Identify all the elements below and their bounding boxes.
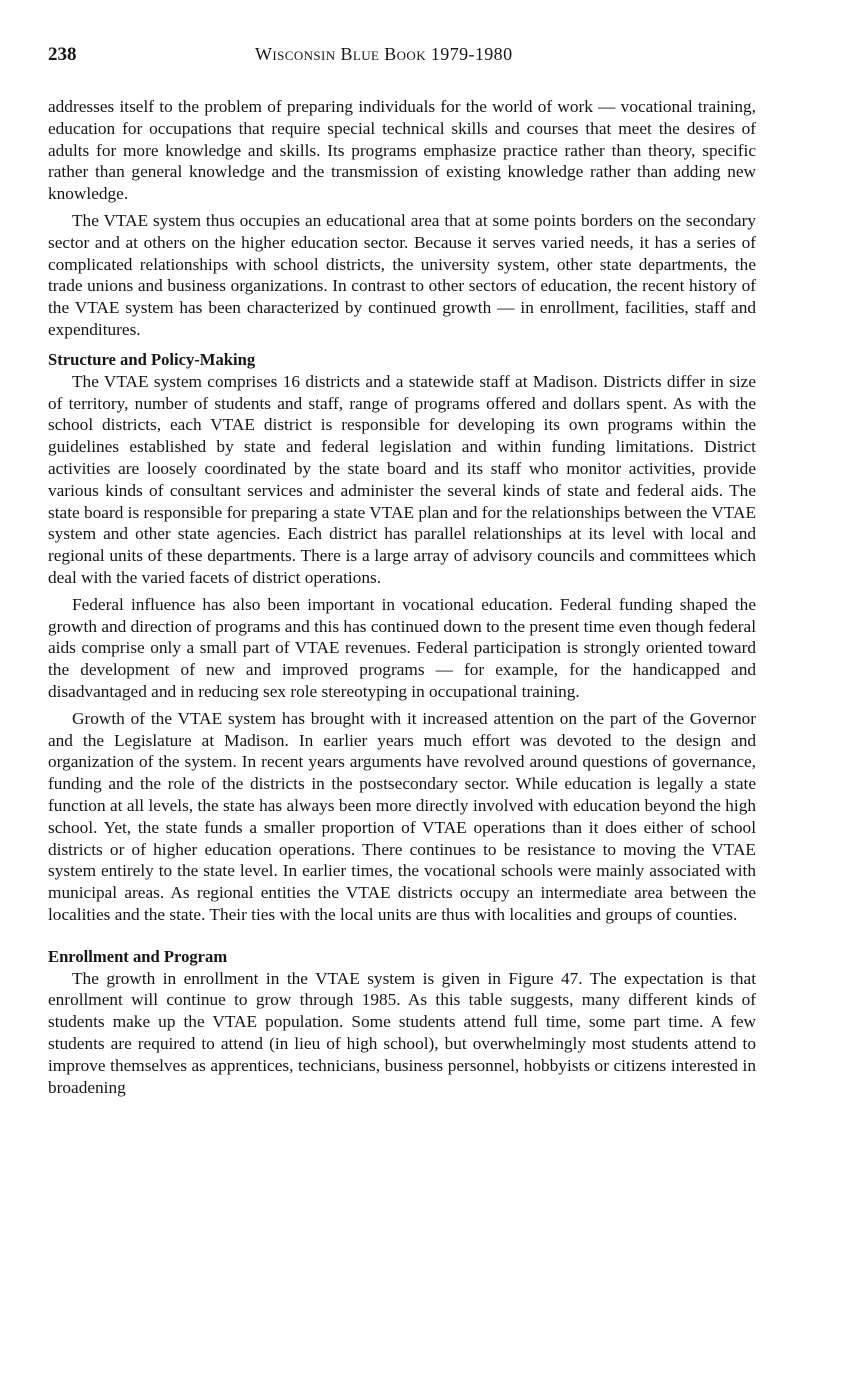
page-body: [48, 96, 756, 1098]
intro-paragraph: addresses itself to the problem of preparing individuals for the world of work — vocational training, education for occupations that require special technical skills and courses that meet the desires of adults for more knowledge and skills. Its programs emphasize practice rather than theory, specific rather than general knowledge and the transmission of existing knowledge rather than adding new knowledge.: [48, 97, 756, 204]
enrollment-section-heading: Enrollment and Program: [48, 946, 228, 966]
page-number: 238: [48, 44, 77, 65]
vtae-area-paragraph: The VTAE system thus occupies an educational area that at some points borders on the secondary sector and at others on the higher education sector. Because it serves varied needs, it has a series of complicated relationships with school districts, the university system, other state departments, the trade unions and business organizations. In contrast to other sectors of education, the recent history of the VTAE system has been characterized by continued growth — in enrollment, facilities, staff and expenditures.: [48, 210, 756, 339]
page-header: [48, 44, 756, 74]
structure-section-heading: Structure and Policy-Making: [48, 349, 256, 369]
structure-paragraph-districts: The VTAE system comprises 16 districts and a statewide staff at Madison. Districts differ in size of territory, number of students and staff, range of programs offered and dollars spent. As with the school districts, each VTAE district is responsible for developing its own programs within the guidelines established by state and federal legislation and within funding limitations. District activities are loosely coordinated by the state board and its staff who monitor activities, provide various kinds of consultant services and administer the several kinds of state and federal aids. The state board is responsible for preparing a state VTAE plan and for the relationships between the VTAE system and other state agencies. Each district has parallel relationships at its level with local and regional units of these departments. There is a large array of advisory councils and committees which deal with the varied facets of district operations.: [48, 371, 756, 587]
structure-paragraph-growth: Growth of the VTAE system has brought with it increased attention on the part of the Governor and the Legislature at Madison. In earlier years much effort was devoted to the design and organization of the system. In recent years arguments have revolved around questions of governance, funding and the role of the districts in the postsecondary sector. While education is legally a state function at all levels, the state has always been more directly involved with education beyond the high school. Yet, the state funds a smaller proportion of VTAE operations than it does either of school districts or of higher education operations. There continues to be resistance to moving the VTAE system entirely to the state level. In earlier times, the vocational schools were mainly associated with municipal areas. As regional entities the VTAE districts occupy an intermediate area between the localities and the state. Their ties with the local units are thus with localities and groups of counties.: [48, 708, 756, 924]
structure-paragraph-federal: Federal influence has also been important in vocational education. Federal funding shaped the growth and direction of programs and this has continued down to the present time even though federal aids comprise only a small part of VTAE revenues. Federal participation is strongly oriented toward the development of new and improved programs — for example, for the handicapped and disadvantaged and in reducing sex role stereotyping in occupational training.: [48, 594, 756, 701]
book-page: [48, 44, 756, 1103]
running-head: Wisconsin Blue Book 1979-1980: [255, 44, 513, 64]
enrollment-paragraph: The growth in enrollment in the VTAE system is given in Figure 47. The expectation is that enrollment will continue to grow through 1985. As this table suggests, many different kinds of students make up the VTAE population. Some students attend full time, some part time. A few students are required to attend (in lieu of high school), but overwhelmingly most students attend to improve themselves as apprentices, technicians, business personnel, hobbyists or citizens interested in broadening: [48, 968, 756, 1097]
